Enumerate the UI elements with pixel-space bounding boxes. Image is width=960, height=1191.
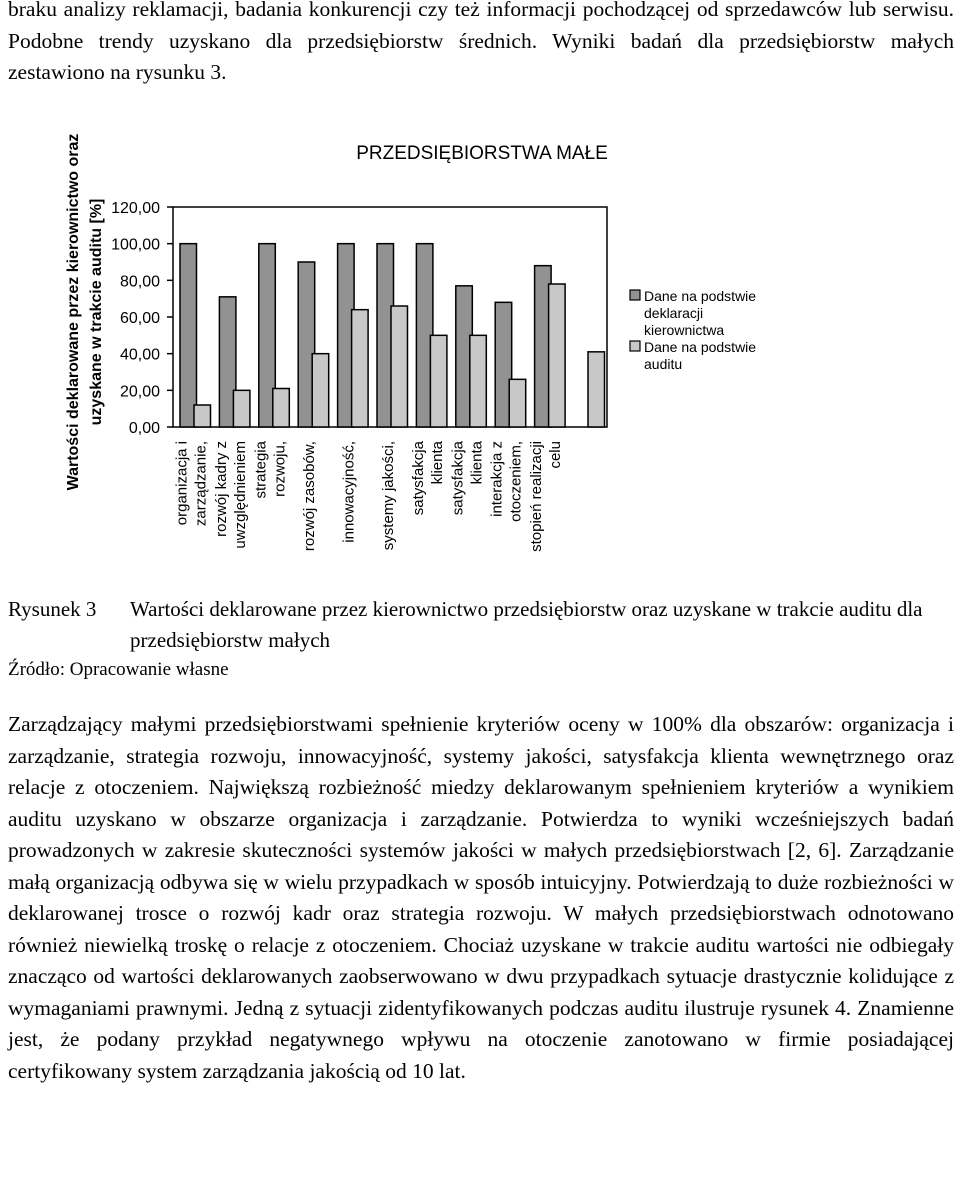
caption-number: Rysunek 3: [8, 597, 97, 621]
figure-source: Źródło: Opracowanie własne: [8, 659, 229, 680]
x-category-label: klienta: [468, 441, 486, 485]
x-category-label: stopień realizacji: [528, 441, 546, 552]
bar-audit: [194, 405, 211, 427]
bar-audit: [588, 352, 605, 427]
y-tick-label: 120,00: [111, 200, 160, 217]
x-category-label: interakcja z: [488, 441, 506, 517]
y-axis-label: uzyskane w trakcie auditu [%]: [88, 198, 105, 426]
bar-audit: [391, 306, 408, 427]
bar-audit: [470, 335, 487, 427]
bar-audit: [430, 335, 447, 427]
x-category-label: klienta: [428, 441, 446, 485]
bar-audit: [312, 354, 329, 427]
y-tick-label: 20,00: [119, 383, 160, 401]
bar-audit: [549, 284, 566, 427]
bar-audit: [233, 390, 250, 427]
y-tick-label: 40,00: [119, 346, 160, 364]
x-category-label: organizacja i: [173, 441, 191, 526]
x-category-label: celu: [547, 441, 565, 469]
x-category-label: zarządzanie,: [192, 441, 210, 527]
bar-chart: [0, 112, 960, 592]
x-category-label: uwzględnieniem: [231, 441, 249, 549]
y-tick-label: 60,00: [119, 310, 160, 327]
legend-label: kierownictwa: [644, 322, 725, 338]
x-category-label: otoczeniem,: [507, 441, 525, 522]
paragraph-body: Zarządzający małymi przedsiębiorstwami spełnienie kryteriów oceny w 100% dla obszarów: organizacja i zarządzanie, strategia rozwoju, innowacyjność, systemy jakości, satysfakcja klienta wewnętrznego oraz relacje z otoczeniem. Największą rozbieżność miedzy deklarowanym spełnieniem kryteriów a wynikiem auditu uzyskano w obszarze organizacja i zarządzanie. Potwierdza to wyniki wcześniejszych badań prowadzonych w zakresie skuteczności systemów jakości w małych przedsiębiorstwach [2, 6]. Zarządzanie małą organizacją odbywa się w wielu przypadkach w sposób intuicyjny. Potwierdzają to duże rozbieżności w deklarowanej trosce o rozwój kadr oraz strategia rozwoju. W małych przedsiębiorstwach odnotowano również niewielką troskę o relacje z otoczeniem. Chociaż uzyskane w trakcie auditu wartości nie odbiegały znacząco od wartości deklarowanych zaobserwowano w dwu przypadkach sytuacje drastycznie kolidujące z wymaganiami prawnymi. Jedną z sytuacji zidentyfikowanych podczas auditu ilustruje rysunek 4. Znamienne jest, że podany przykład negatywnego wpływu na otoczenie zanotowano w firmie posiadającej certyfikowany system zarządzania jakością od 10 lat.: [8, 712, 954, 1083]
x-category-label: rozwój kadry z: [212, 441, 230, 537]
caption-text: Wartości deklarowane przez kierownictwo przedsiębiorstw oraz uzyskane w trakcie auditu dla przedsiębiorstw małych: [130, 597, 923, 652]
legend-label: Dane na podstwie: [644, 339, 757, 355]
x-category-label: rozwoju,: [271, 441, 289, 497]
bar-audit: [509, 379, 526, 427]
legend-label: Dane na podstwie: [644, 288, 757, 304]
bar-audit: [273, 389, 290, 428]
bar-audit: [352, 310, 369, 427]
legend-swatch: [630, 290, 640, 300]
y-tick-label: 80,00: [119, 273, 160, 291]
legend-label: deklaracji: [644, 305, 704, 321]
y-axis-label: Wartości deklarowane przez kierownictwo oraz: [65, 133, 82, 491]
paragraph-intro: braku analizy reklamacji, badania konkurencji czy też informacji pochodzącej od sprzedawców lub serwisu. Podobne trendy uzyskano dla przedsiębiorstw średnich. Wyniki badań dla przedsiębiorstw małych zestawiono na rysunku 3.: [8, 0, 954, 84]
bar-declared: [180, 244, 197, 427]
chart-title: PRZEDSIĘBIORSTWA MAŁE: [356, 143, 608, 164]
legend-swatch: [630, 341, 640, 351]
y-tick-label: 100,00: [111, 236, 160, 254]
x-category-label: satysfakcja: [449, 441, 467, 516]
x-category-label: satysfakcja: [409, 441, 427, 516]
x-category-label: innowacyjność,: [340, 441, 358, 543]
x-category-label: rozwój zasobów,: [301, 441, 319, 552]
y-tick-label: 0,00: [128, 420, 160, 437]
x-category-label: strategia: [252, 441, 270, 499]
x-category-label: systemy jakości,: [380, 441, 397, 551]
legend-label: auditu: [644, 356, 683, 372]
